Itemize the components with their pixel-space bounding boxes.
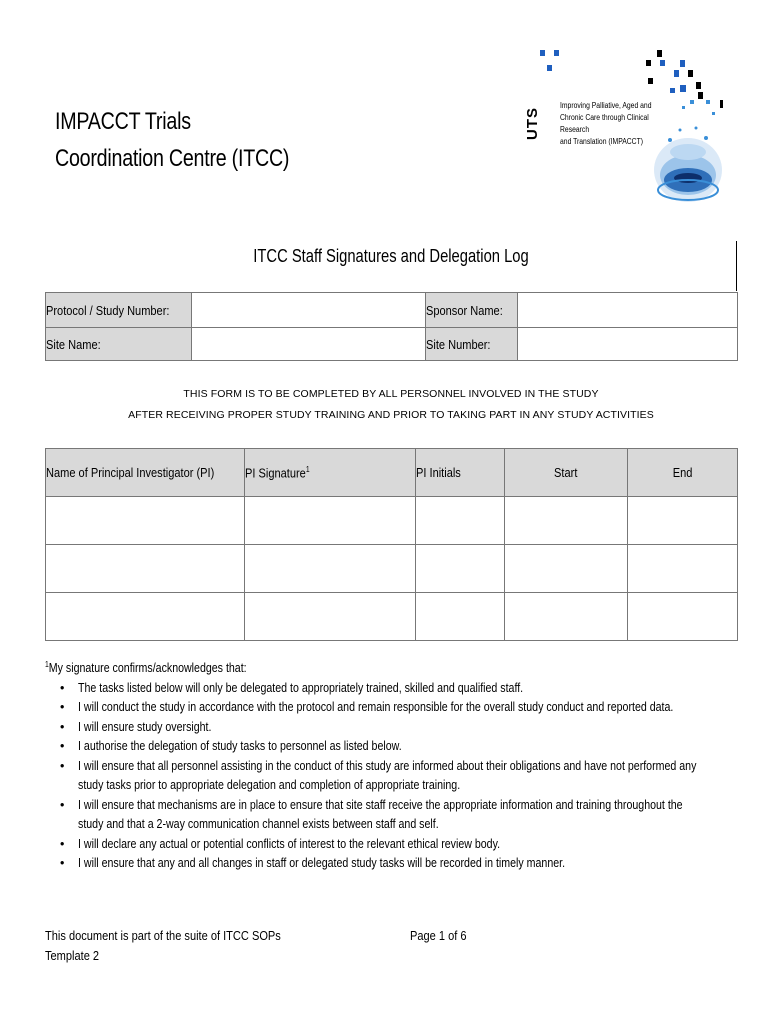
pi-initials-cell[interactable]	[415, 497, 504, 545]
start-cell[interactable]	[504, 545, 627, 593]
bullet: •	[60, 797, 65, 812]
list-item	[45, 718, 735, 738]
list-item	[45, 757, 735, 796]
end-cell[interactable]	[627, 545, 737, 593]
sponsor-label: Sponsor Name:	[426, 302, 504, 318]
bullet: •	[60, 700, 65, 715]
end-header	[627, 449, 737, 497]
pi-name-cell[interactable]	[46, 497, 245, 545]
site-name-label-cell	[46, 328, 192, 361]
list-item	[45, 679, 735, 699]
list-item-text: I will conduct the study in accordance with the protocol and remain responsible for the overall study conduct and reported data.	[78, 700, 674, 715]
list-item	[45, 737, 735, 757]
start-cell[interactable]	[504, 497, 627, 545]
list-item-text: I will ensure that mechanisms are in place to ensure that site staff receive the appropriate information and training throughout the study and that a 2-way communication channel exists between staff and self.	[78, 797, 683, 832]
pi-signature-cell[interactable]	[244, 593, 415, 641]
bullet: •	[60, 856, 65, 871]
bullet: •	[60, 719, 65, 734]
protocol-label-cell	[46, 293, 192, 328]
pi-signature-header-text: PI Signature	[244, 465, 306, 481]
table-row	[46, 545, 738, 593]
notice-line2: AFTER RECEIVING PROPER STUDY TRAINING AND PRIOR TO TAKING PART IN ANY STUDY ACTIVITIES	[128, 409, 654, 421]
bullet: •	[60, 758, 65, 773]
end-header-text: End	[672, 465, 693, 480]
pi-table	[45, 448, 738, 641]
pi-initials-cell[interactable]	[415, 545, 504, 593]
study-info-table	[45, 292, 738, 361]
sponsor-field[interactable]	[517, 293, 737, 328]
pi-signature-cell[interactable]	[244, 497, 415, 545]
site-number-field[interactable]	[517, 328, 737, 361]
list-item-text: I will ensure that any and all changes in staff or delegated study tasks will be recorded in timely manner.	[78, 856, 566, 871]
signature-notes	[45, 655, 735, 874]
impacct-logo	[520, 40, 735, 215]
list-item-text: I will declare any actual or potential conflicts of interest to the relevant ethical review body.	[78, 836, 501, 851]
list-item-text: The tasks listed below will only be delegated to appropriately trained, skilled and qualified staff.	[78, 680, 524, 695]
pi-name-cell[interactable]	[46, 593, 245, 641]
logo-tagline-line1: Improving Palliative, Aged and	[560, 101, 652, 110]
pi-name-header	[46, 449, 245, 497]
notice-line1: THIS FORM IS TO BE COMPLETED BY ALL PERSONNEL INVOLVED IN THE STUDY	[183, 388, 599, 400]
notes-footnote-marker: 1	[45, 660, 49, 669]
end-cell[interactable]	[627, 593, 737, 641]
bullet: •	[60, 680, 65, 695]
organization-title-line1: IMPACCT Trials	[55, 108, 191, 135]
start-header-text: Start	[554, 465, 578, 480]
signature-footnote-marker: 1	[305, 464, 310, 474]
table-row	[46, 593, 738, 641]
table-row	[46, 497, 738, 545]
uts-mark: UTS	[524, 107, 541, 140]
logo-tagline-line3: and Translation (IMPACCT)	[560, 137, 644, 146]
pi-signature-header	[244, 449, 415, 497]
pi-table-header-row	[46, 449, 738, 497]
site-name-label: Site Name:	[46, 336, 101, 352]
pi-initials-header	[415, 449, 504, 497]
footer-template-text: Template 2	[45, 948, 100, 963]
start-header	[504, 449, 627, 497]
sponsor-label-cell	[426, 293, 517, 328]
end-cell[interactable]	[627, 497, 737, 545]
protocol-field[interactable]	[192, 293, 426, 328]
footer-left	[45, 926, 281, 966]
site-number-label-cell	[426, 328, 517, 361]
site-name-field[interactable]	[192, 328, 426, 361]
notes-list	[45, 679, 735, 874]
title-right-border	[736, 241, 737, 291]
bullet: •	[60, 836, 65, 851]
list-item	[45, 796, 735, 835]
notes-intro	[45, 655, 632, 679]
pi-initials-header-text: PI Initials	[415, 465, 461, 480]
list-item	[45, 835, 735, 855]
logo-tagline-line2: Chronic Care through Clinical Research	[560, 113, 649, 134]
page-number: Page 1 of 6	[410, 928, 467, 943]
list-item	[45, 698, 735, 718]
list-item-text: I authorise the delegation of study tasks to personnel as listed below.	[78, 739, 402, 754]
organization-title	[55, 103, 289, 177]
form-title: ITCC Staff Signatures and Delegation Log	[253, 246, 529, 266]
start-cell[interactable]	[504, 593, 627, 641]
logo-tagline	[560, 100, 679, 148]
organization-title-line2: Coordination Centre (ITCC)	[55, 145, 290, 172]
footer-suite-text: This document is part of the suite of ITCC SOPs	[45, 928, 281, 943]
list-item	[45, 854, 735, 874]
pi-name-cell[interactable]	[46, 545, 245, 593]
list-item-text: I will ensure that all personnel assisting in the conduct of this study are informed about their obligations and have not performed any study tasks prior to appropriate delegation and completion of appropriate training.	[78, 758, 697, 793]
list-item-text: I will ensure study oversight.	[78, 719, 212, 734]
pi-name-header-text: Name of Principal Investigator (PI)	[46, 465, 215, 480]
bullet: •	[60, 739, 65, 754]
notes-intro-text: My signature confirms/acknowledges that:	[48, 661, 247, 676]
pi-signature-cell[interactable]	[244, 545, 415, 593]
site-number-label: Site Number:	[426, 336, 491, 352]
pi-initials-cell[interactable]	[415, 593, 504, 641]
protocol-label: Protocol / Study Number:	[46, 302, 170, 318]
